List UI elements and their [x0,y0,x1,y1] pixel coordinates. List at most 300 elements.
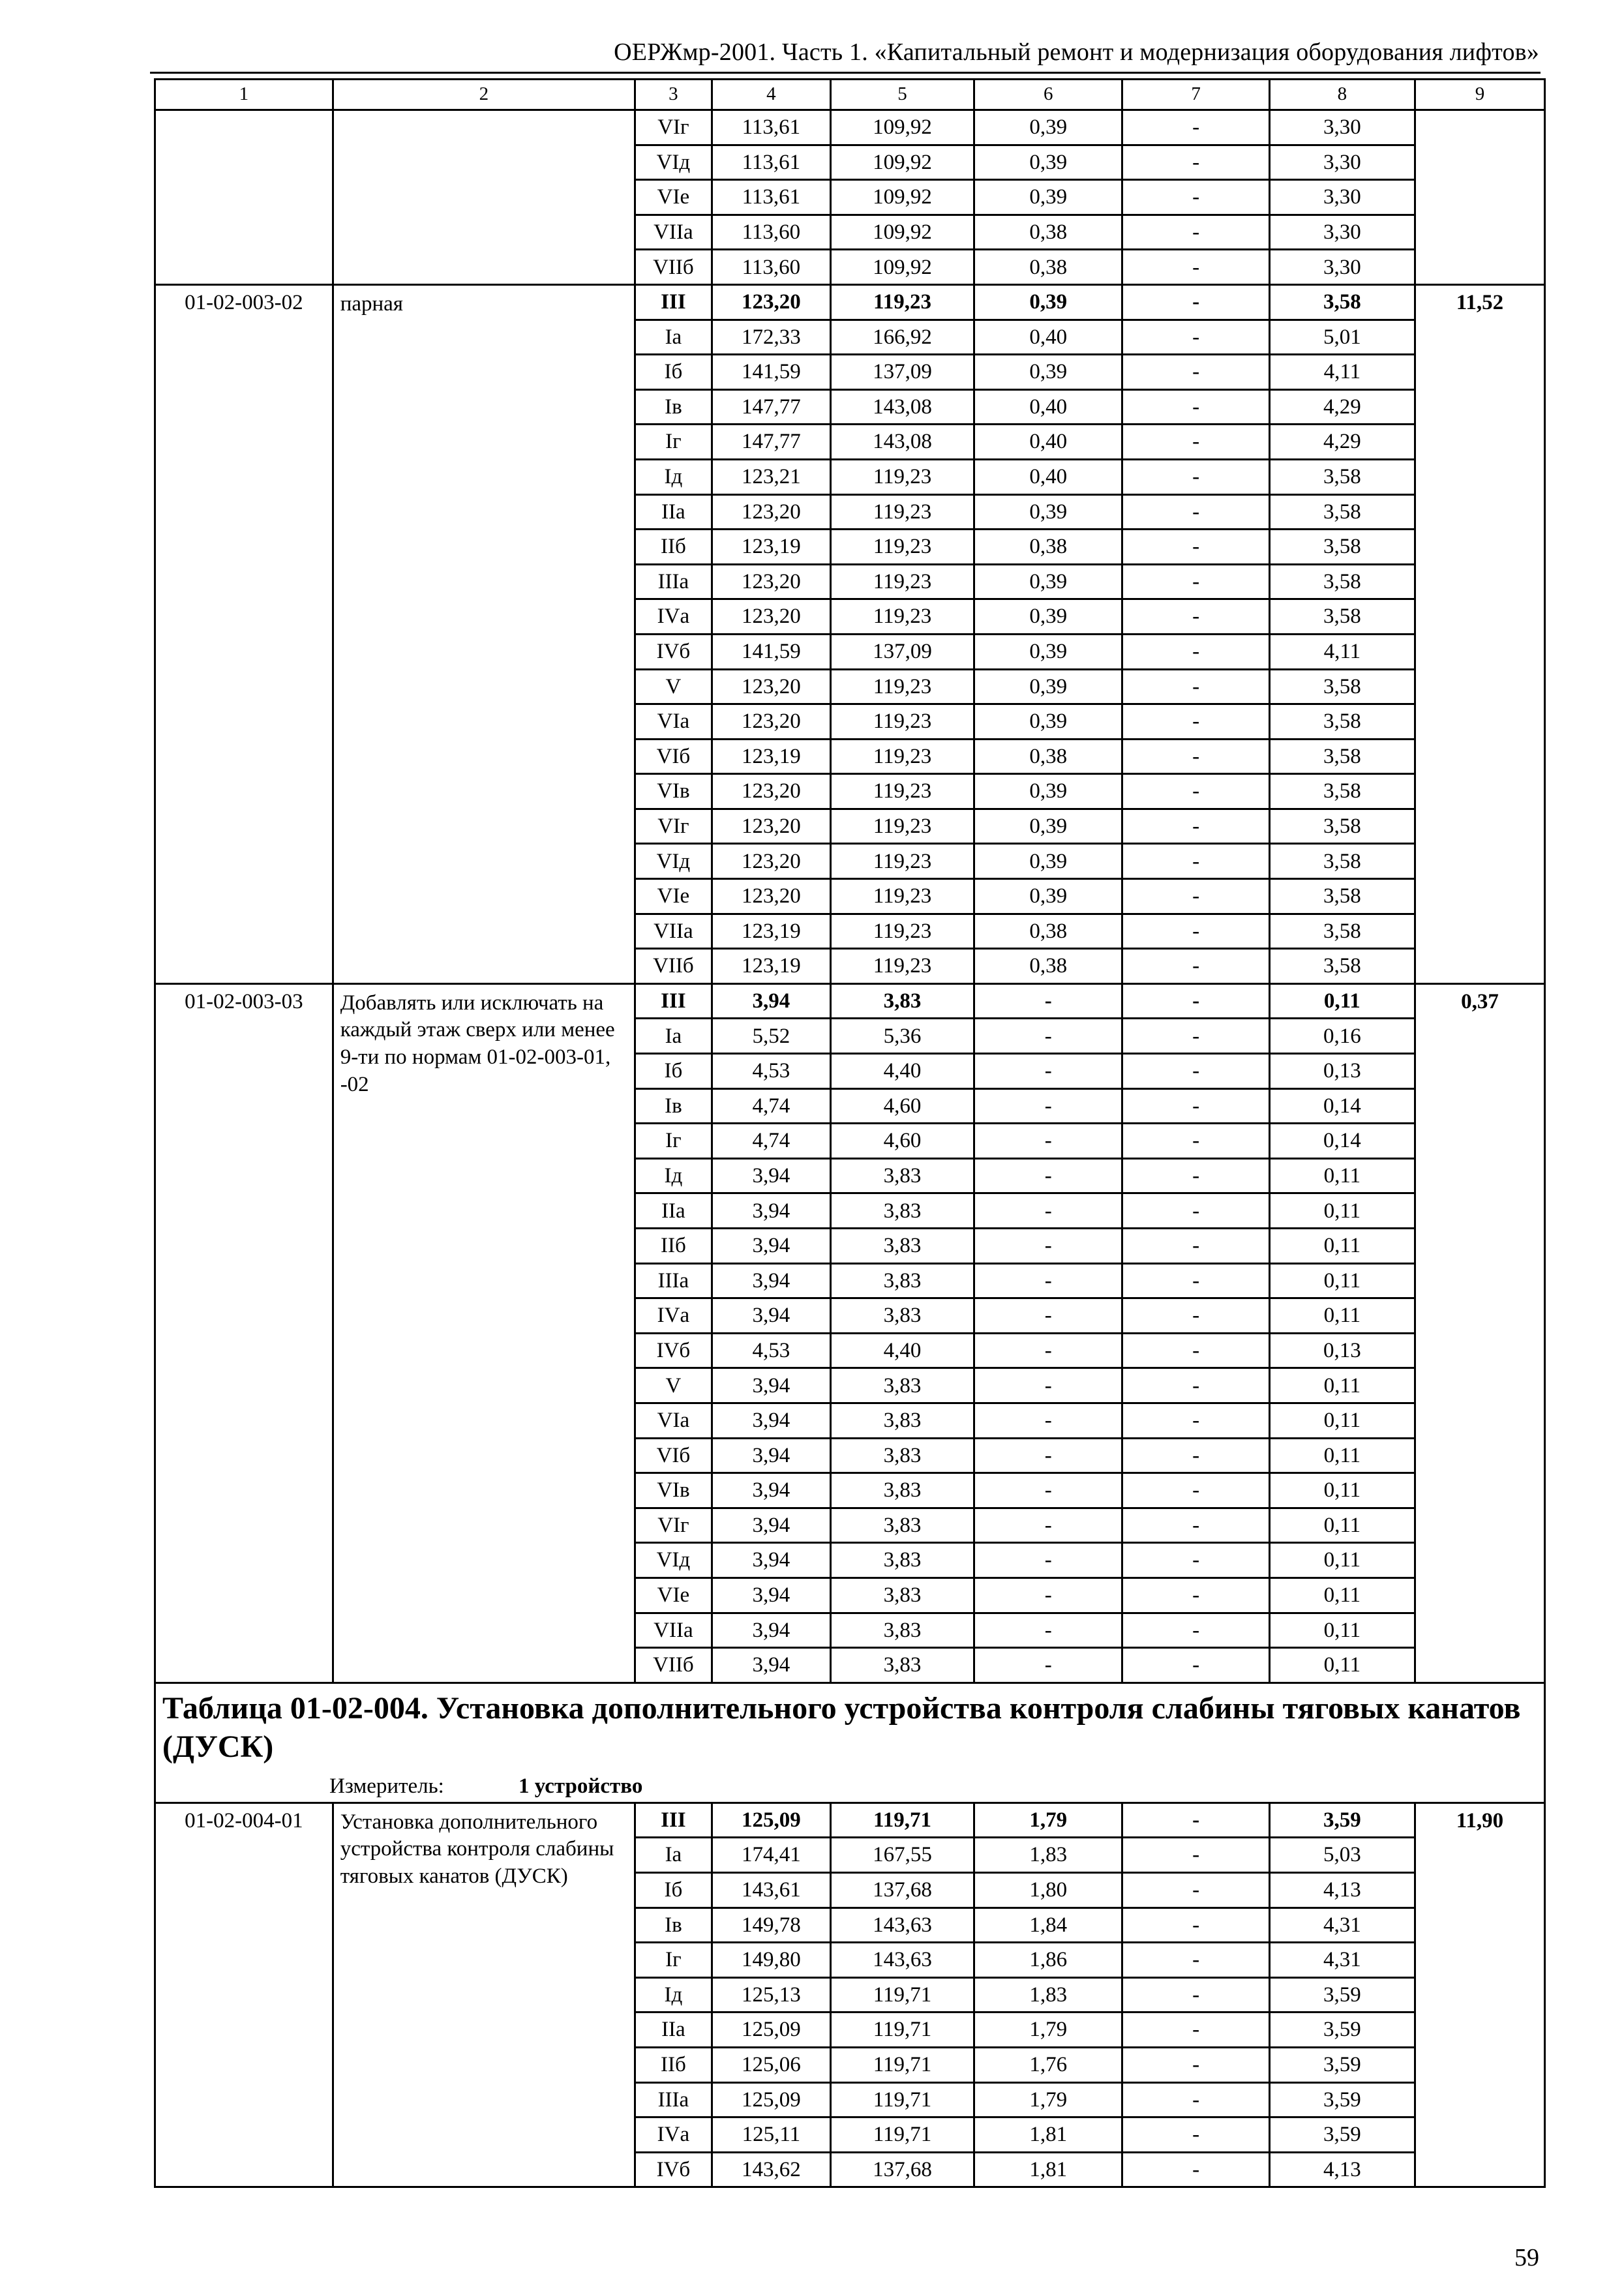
region-cell: Iд [635,1158,712,1193]
value-cell: 143,63 [830,1943,974,1978]
value-cell: 143,08 [830,389,974,425]
region-cell: VIе [635,180,712,215]
column-number: 7 [1122,80,1269,110]
region-cell: IIб [635,530,712,565]
value-cell: 3,83 [830,1438,974,1473]
value-cell: 3,94 [712,1158,830,1193]
value-cell: 0,39 [974,284,1122,320]
region-cell: VIIб [635,1648,712,1683]
value-cell: - [1122,1333,1269,1368]
value-cell: 4,29 [1269,389,1415,425]
value-cell: 0,39 [974,704,1122,740]
value-cell: 3,94 [712,1578,830,1613]
value-cell: 123,20 [712,774,830,809]
region-cell: VIб [635,1438,712,1473]
value-cell: - [974,1333,1122,1368]
region-cell: VIв [635,1473,712,1508]
value-cell: 3,94 [712,1193,830,1229]
value-cell: 123,21 [712,459,830,494]
region-cell: IIа [635,494,712,530]
value-cell: 3,83 [830,1578,974,1613]
value-cell: 1,80 [974,1872,1122,1908]
value-cell: - [1122,879,1269,914]
value-cell: - [1122,1872,1269,1908]
value-cell: 123,19 [712,530,830,565]
region-cell: VIа [635,1403,712,1438]
region-cell: Iб [635,355,712,390]
value-cell: 0,11 [1269,983,1415,1019]
value-cell: 0,11 [1269,1438,1415,1473]
value-cell: - [1122,1054,1269,1089]
value-cell: 113,61 [712,110,830,145]
value-cell: 167,55 [830,1838,974,1873]
page-header: ОЕРЖмр-2001. Часть 1. «Капитальный ремонт и модернизация оборудования лифтов» [614,38,1539,66]
value-cell: 3,30 [1269,180,1415,215]
page-number: 59 [1514,2244,1539,2271]
value-cell: 0,11 [1269,1368,1415,1403]
value-cell: 0,39 [974,494,1122,530]
table-row [155,1803,1545,1838]
region-cell: IVб [635,2152,712,2187]
value-cell: 125,09 [712,1803,830,1838]
region-cell: Iа [635,1838,712,1873]
value-cell: - [1122,250,1269,285]
value-cell: - [1122,949,1269,984]
value-cell: - [1122,1473,1269,1508]
value-cell: - [974,1088,1122,1124]
value-cell: 4,53 [712,1054,830,1089]
value-cell: 0,16 [1269,1019,1415,1054]
region-cell: Iа [635,320,712,355]
value-cell: - [974,1473,1122,1508]
value-cell: 119,71 [830,2012,974,2048]
value-cell: 3,83 [830,983,974,1019]
region-cell: IVа [635,599,712,635]
value-cell: - [974,1124,1122,1159]
value-cell: - [1122,145,1269,180]
value-cell: 137,09 [830,634,974,669]
value-cell: 0,38 [974,739,1122,774]
value-cell: 3,58 [1269,459,1415,494]
value-cell: 147,77 [712,389,830,425]
value-cell: 0,38 [974,250,1122,285]
region-cell: Iб [635,1872,712,1908]
value-cell: 3,83 [830,1298,974,1334]
value-cell: 0,39 [974,564,1122,599]
region-cell: Iг [635,425,712,460]
value-cell: - [1122,599,1269,635]
value-cell: 3,58 [1269,809,1415,844]
value-cell: - [1122,1229,1269,1264]
column-number: 1 [155,80,333,110]
value-cell: - [1122,1403,1269,1438]
value-cell: 1,86 [974,1943,1122,1978]
value-cell: 0,39 [974,809,1122,844]
value-cell: - [1122,1578,1269,1613]
value-cell: - [974,1543,1122,1578]
value-cell: - [974,1263,1122,1298]
value-cell: 4,74 [712,1124,830,1159]
value-cell: 3,94 [712,1263,830,1298]
value-cell: 119,23 [830,284,974,320]
value-cell: 4,29 [1269,425,1415,460]
value-cell: 0,39 [974,844,1122,879]
value-cell: 119,23 [830,494,974,530]
value-cell: - [1122,425,1269,460]
region-cell: IVб [635,1333,712,1368]
value-cell: 1,79 [974,2012,1122,2048]
value-cell: - [1122,2117,1269,2153]
region-cell: Iв [635,1908,712,1943]
value-cell: 3,83 [830,1403,974,1438]
value-cell: 125,06 [712,2047,830,2082]
column-number: 3 [635,80,712,110]
measure-value: 1 устройство [519,1774,643,1798]
value-cell: 0,39 [974,599,1122,635]
value-cell: 4,13 [1269,1872,1415,1908]
value-cell: 3,83 [830,1368,974,1403]
value-cell: - [1122,1803,1269,1838]
region-cell: IIа [635,2012,712,2048]
value-cell: 1,81 [974,2152,1122,2187]
value-cell: 0,11 [1269,1403,1415,1438]
region-cell: VIд [635,844,712,879]
region-cell: VIа [635,704,712,740]
value-cell: 3,94 [712,1508,830,1543]
region-cell: Iв [635,389,712,425]
value-cell: 1,79 [974,2082,1122,2117]
value-cell: - [1122,2152,1269,2187]
value-cell: 113,60 [712,215,830,250]
value-cell: 119,23 [830,774,974,809]
value-cell: - [974,1368,1122,1403]
value-cell: 0,13 [1269,1054,1415,1089]
region-cell: IVб [635,634,712,669]
column-number: 6 [974,80,1122,110]
value-cell: - [1122,494,1269,530]
norms-table [154,78,1546,2188]
value-cell: 0,38 [974,215,1122,250]
value-cell: 3,94 [712,1298,830,1334]
value-cell: 113,61 [712,180,830,215]
value-cell: - [1122,1193,1269,1229]
value-cell: - [1122,180,1269,215]
value-cell: 123,20 [712,494,830,530]
value-cell: 137,68 [830,1872,974,1908]
value-cell: 137,68 [830,2152,974,2187]
value-cell: 123,20 [712,564,830,599]
value-cell: 143,08 [830,425,974,460]
value-cell: 0,39 [974,879,1122,914]
value-cell: - [1122,1124,1269,1159]
value-cell: 3,59 [1269,1977,1415,2012]
value-cell: 109,92 [830,145,974,180]
region-cell: Iг [635,1124,712,1159]
value-cell: 1,83 [974,1977,1122,2012]
value-cell: 4,74 [712,1088,830,1124]
column-number: 8 [1269,80,1415,110]
value-cell: 3,83 [830,1648,974,1683]
value-cell: 125,09 [712,2082,830,2117]
value-cell: - [1122,1977,1269,2012]
value-cell: 1,81 [974,2117,1122,2153]
value-cell: 3,94 [712,1648,830,1683]
value-cell: 3,58 [1269,669,1415,704]
value-cell: - [974,1158,1122,1193]
value-cell: 0,38 [974,530,1122,565]
value-cell: - [1122,459,1269,494]
value-cell: 3,59 [1269,2012,1415,2048]
region-cell: V [635,1368,712,1403]
value-cell: 0,11 [1269,1263,1415,1298]
measure-label: Измеритель: [329,1774,444,1798]
value-cell: 3,58 [1269,739,1415,774]
value-cell: 5,03 [1269,1838,1415,1873]
section-title: Таблица 01-02-004. Установка дополнительного устройства контроля слабины тяговых канатов (ДУСК) [162,1690,1521,1765]
value-cell: - [1122,1158,1269,1193]
value-cell: - [1122,774,1269,809]
region-cell: III [635,284,712,320]
value-cell: - [974,1613,1122,1648]
value-cell: - [1122,1508,1269,1543]
value-cell: 119,71 [830,2082,974,2117]
value-cell: - [1122,1943,1269,1978]
value-cell: 147,77 [712,425,830,460]
value-cell: 3,58 [1269,284,1415,320]
value-cell: 123,20 [712,809,830,844]
value-cell: 0,11 [1269,1508,1415,1543]
value-cell: 3,58 [1269,599,1415,635]
region-cell: IVа [635,2117,712,2153]
value-cell: - [974,1508,1122,1543]
value-cell: - [1122,669,1269,704]
table-row [155,284,1545,320]
region-cell: VIг [635,110,712,145]
value-cell: 3,83 [830,1613,974,1648]
value-cell: 0,38 [974,914,1122,949]
value-cell: - [1122,1543,1269,1578]
value-cell: 3,30 [1269,145,1415,180]
value-cell: 1,76 [974,2047,1122,2082]
section-cell [155,1683,1545,1803]
value-cell: - [974,1054,1122,1089]
header-rule [150,72,1541,74]
value-cell: 109,92 [830,250,974,285]
table-row [155,983,1545,1019]
value-cell: 3,94 [712,1403,830,1438]
value-cell: 3,94 [712,1438,830,1473]
value-cell: 4,11 [1269,355,1415,390]
value-cell: - [1122,1263,1269,1298]
value-cell: 119,23 [830,599,974,635]
value-cell: 3,59 [1269,2117,1415,2153]
value-cell: 119,23 [830,949,974,984]
value-cell: 3,30 [1269,110,1415,145]
region-cell: III [635,1803,712,1838]
value-cell: 4,40 [830,1333,974,1368]
region-cell: VIIа [635,1613,712,1648]
value-cell: 119,23 [830,704,974,740]
norm-name: Добавлять или исключать на каждый этаж сверх или менее 9-ти по нормам 01-02-003-01, -02 [333,983,635,1683]
value-cell: - [1122,389,1269,425]
value-cell: 174,41 [712,1838,830,1873]
value-cell: - [1122,1838,1269,1873]
value-cell: - [974,1648,1122,1683]
value-cell: 0,11 [1269,1543,1415,1578]
value-cell: - [1122,530,1269,565]
value-cell: 1,84 [974,1908,1122,1943]
value-cell: 3,94 [712,1543,830,1578]
region-cell: VIе [635,1578,712,1613]
value-cell: - [1122,284,1269,320]
value-cell: 3,83 [830,1508,974,1543]
value-cell: 141,59 [712,355,830,390]
region-cell: VIб [635,739,712,774]
value-cell: 0,38 [974,949,1122,984]
value-cell: 3,94 [712,1473,830,1508]
value-cell: - [1122,2082,1269,2117]
value-cell: 113,61 [712,145,830,180]
value-cell: 3,58 [1269,879,1415,914]
value-cell: 0,11 [1269,1613,1415,1648]
value-cell: - [1122,355,1269,390]
norm-code [155,110,333,285]
value-cell: - [1122,704,1269,740]
value-cell: 3,58 [1269,530,1415,565]
region-cell: IIIа [635,2082,712,2117]
region-cell: Iд [635,459,712,494]
region-cell: Iд [635,1977,712,2012]
value-cell: 149,80 [712,1943,830,1978]
value-cell: - [1122,1613,1269,1648]
value-cell: 119,71 [830,2047,974,2082]
value-cell: 109,92 [830,110,974,145]
value-cell: 3,83 [830,1193,974,1229]
region-cell: IIIа [635,1263,712,1298]
value-cell: 0,11 [1269,1473,1415,1508]
value-cell: - [974,1298,1122,1334]
value-cell: 119,23 [830,564,974,599]
value-cell: 3,94 [712,1229,830,1264]
region-cell: VIг [635,1508,712,1543]
value-cell: 143,61 [712,1872,830,1908]
region-cell: Iа [635,1019,712,1054]
value-cell: 0,40 [974,425,1122,460]
value-cell: 119,23 [830,879,974,914]
norm-name: Установка дополнительного устройства контроля слабины тяговых канатов (ДУСК) [333,1803,635,2187]
column-numbers-row [155,80,1545,110]
value-cell: 0,39 [974,110,1122,145]
value-cell: 172,33 [712,320,830,355]
value-cell: 0,39 [974,180,1122,215]
region-cell: VIг [635,809,712,844]
region-cell: IIб [635,2047,712,2082]
norm-name: парная [333,284,635,983]
value-cell: 119,23 [830,914,974,949]
value-cell: 143,62 [712,2152,830,2187]
value-cell: 0,40 [974,389,1122,425]
region-cell: V [635,669,712,704]
value-cell: 0,11 [1269,1578,1415,1613]
value-cell: 3,58 [1269,704,1415,740]
value-cell: 0,39 [974,669,1122,704]
region-cell: VIIа [635,215,712,250]
value-cell: - [974,983,1122,1019]
value-cell: 113,60 [712,250,830,285]
value-cell: 0,40 [974,459,1122,494]
value-cell: 0,14 [1269,1124,1415,1159]
value-cell: 4,53 [712,1333,830,1368]
value-cell: - [1122,983,1269,1019]
value-cell: - [1122,1298,1269,1334]
value-cell: - [1122,739,1269,774]
norm-total: 11,90 [1415,1803,1544,2187]
value-cell: - [974,1438,1122,1473]
norm-total [1415,110,1544,285]
value-cell: 143,63 [830,1908,974,1943]
value-cell: 3,58 [1269,949,1415,984]
value-cell: 141,59 [712,634,830,669]
value-cell: 0,11 [1269,1648,1415,1683]
value-cell: - [974,1403,1122,1438]
value-cell: - [1122,2047,1269,2082]
value-cell: - [1122,634,1269,669]
value-cell: - [1122,215,1269,250]
value-cell: 119,23 [830,530,974,565]
value-cell: 3,94 [712,983,830,1019]
value-cell: 3,30 [1269,215,1415,250]
region-cell: VIв [635,774,712,809]
value-cell: 3,94 [712,1368,830,1403]
value-cell: - [1122,564,1269,599]
norm-total: 11,52 [1415,284,1544,983]
value-cell: 1,83 [974,1838,1122,1873]
value-cell: 119,23 [830,809,974,844]
value-cell: - [1122,1368,1269,1403]
value-cell: 125,09 [712,2012,830,2048]
value-cell: 3,83 [830,1263,974,1298]
value-cell: 3,59 [1269,1803,1415,1838]
value-cell: 0,39 [974,355,1122,390]
table-row [155,110,1545,145]
norm-code: 01-02-003-03 [155,983,333,1683]
value-cell: 137,09 [830,355,974,390]
value-cell: - [1122,1438,1269,1473]
value-cell: 0,39 [974,774,1122,809]
value-cell: - [974,1229,1122,1264]
value-cell: 109,92 [830,180,974,215]
norm-code: 01-02-004-01 [155,1803,333,2187]
section-row [155,1683,1545,1803]
value-cell: 3,59 [1269,2047,1415,2082]
value-cell: 3,58 [1269,844,1415,879]
column-number: 9 [1415,80,1544,110]
value-cell: 4,13 [1269,2152,1415,2187]
value-cell: 0,39 [974,145,1122,180]
value-cell: - [974,1019,1122,1054]
value-cell: 3,59 [1269,2082,1415,2117]
value-cell: - [974,1578,1122,1613]
region-cell: VIд [635,145,712,180]
value-cell: 0,11 [1269,1193,1415,1229]
value-cell: - [1122,1019,1269,1054]
region-cell: VIе [635,879,712,914]
value-cell: - [1122,844,1269,879]
value-cell: 123,19 [712,739,830,774]
value-cell: 123,20 [712,844,830,879]
value-cell: 123,20 [712,704,830,740]
region-cell: VIд [635,1543,712,1578]
